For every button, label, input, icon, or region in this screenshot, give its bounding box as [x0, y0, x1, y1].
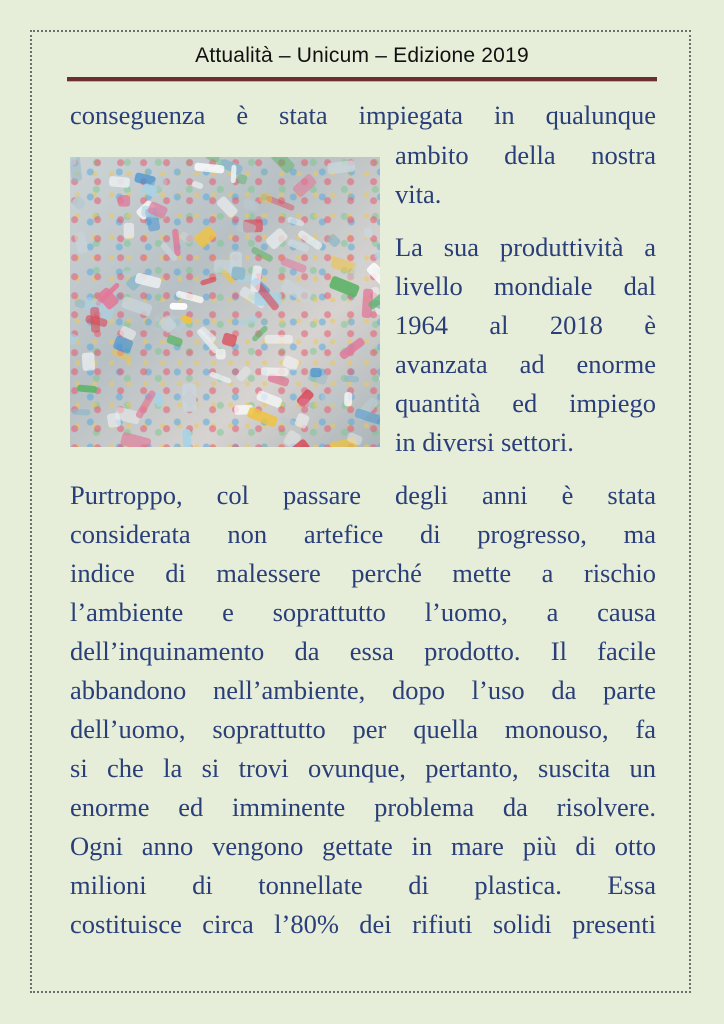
article-line: abbandono nell’ambiente, dopo l’uso da parte	[70, 675, 656, 705]
article-line: 1964 al 2018 è	[395, 310, 656, 340]
article-line: milioni di tonnellate di plastica. Essa	[70, 870, 656, 900]
article-line: ambito della nostra	[395, 140, 656, 170]
article-line: costituisce circa l’80% dei rifiuti solidi presenti	[70, 909, 656, 939]
article-line: conseguenza è stata impiegata in qualunque	[70, 100, 656, 130]
article-line: vita.	[395, 179, 442, 209]
article-line: Purtroppo, col passare degli anni è stata	[70, 480, 656, 510]
article-line: Ogni anno vengono gettate in mare più di otto	[70, 831, 656, 861]
article-line: considerata non artefice di progresso, ma	[70, 519, 656, 549]
article-line: in diversi settori.	[395, 427, 574, 457]
article-line: La sua produttività a	[395, 232, 656, 262]
article-line: l’ambiente e soprattutto l’uomo, a causa	[70, 597, 656, 627]
article-line: indice di malessere perché mette a rischio	[70, 558, 656, 588]
header-divider	[67, 77, 657, 82]
article-line: dell’uomo, soprattutto per quella monouso, fa	[70, 714, 656, 744]
article-line: avanzata ad enorme	[395, 349, 656, 379]
article-line: livello mondiale dal	[395, 271, 656, 301]
page-header-title: Attualità – Unicum – Edizione 2019	[195, 44, 529, 67]
article-line: enorme ed imminente problema da risolvere.	[70, 792, 656, 822]
article-line: si che la si trovi ovunque, pertanto, suscita un	[70, 753, 656, 783]
article-line: dell’inquinamento da essa prodotto. Il facile	[70, 636, 656, 666]
article-line: quantità ed impiego	[395, 388, 656, 418]
plastic-bottles-photo	[70, 157, 380, 447]
